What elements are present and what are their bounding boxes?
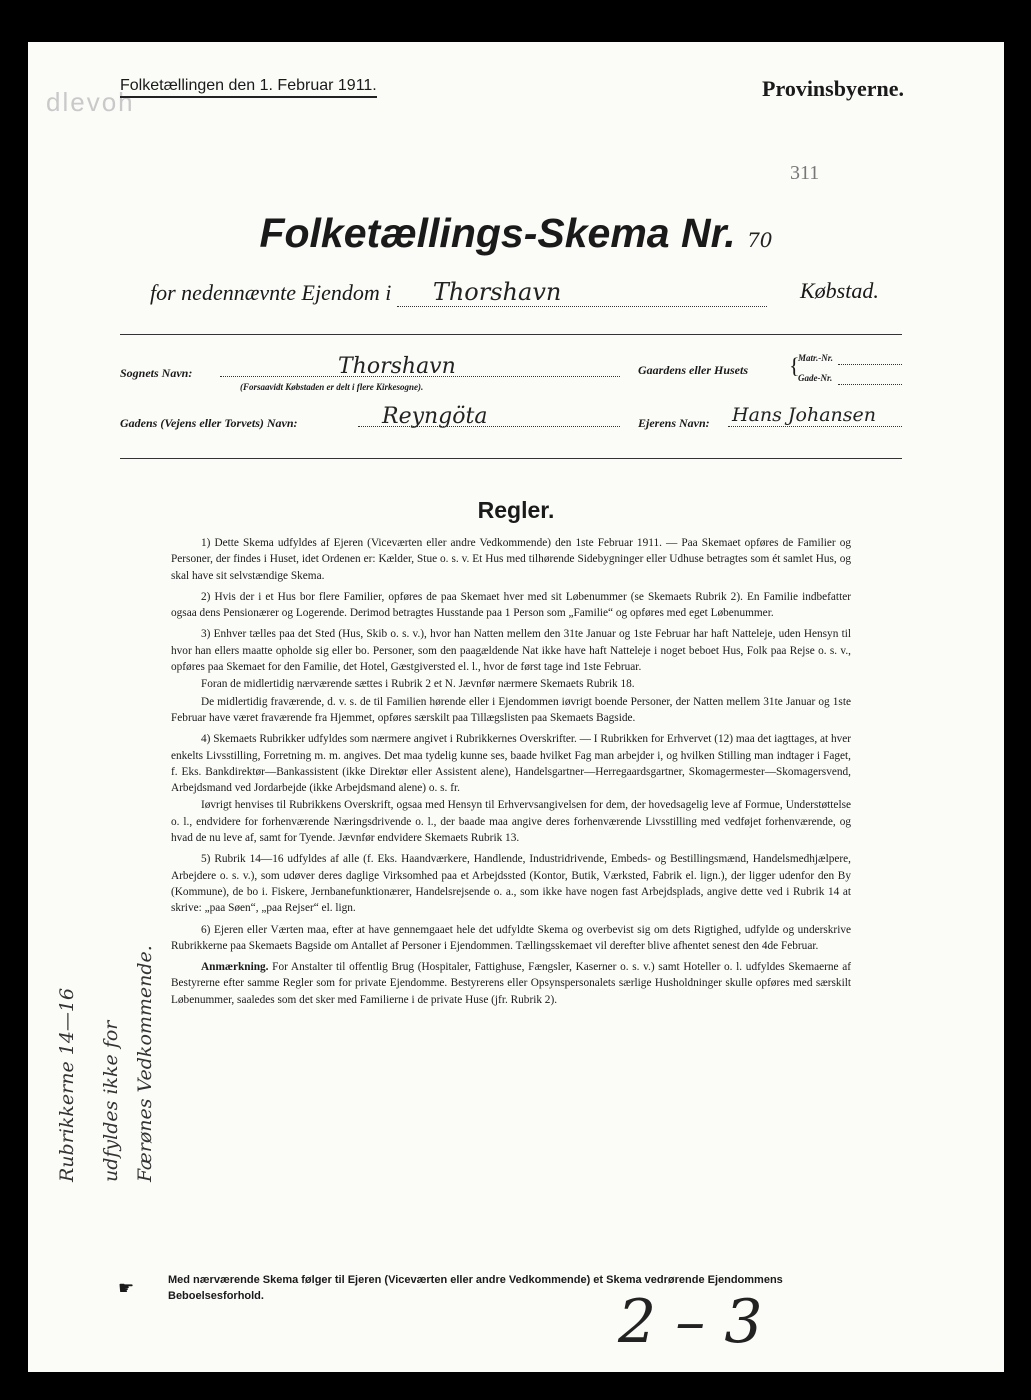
rule-1: 1) Dette Skema udfyldes af Ejeren (Viceværten eller andre Vedkommende) den 1ste Februar 1911. — Paa Skemaet opføres de Familier og Personer, der findes i Huset, idet Ordenen er: Kælder, Stue o. s. v. Et Hus med tilhørende Sidebygninger eller Udhuse betragtes som ét samlet Hus, og skal have sit selvstændige Skema. [171,537,851,582]
census-date-header: Folketællingen den 1. Februar 1911. [120,77,377,98]
handwritten-count: 2 – 3 [618,1287,763,1357]
schema-number-handwritten: 70 [747,228,773,252]
rule-3-cont-1: Foran de midlertidig nærværende sættes i Rubrik 2 et N. Jævnfør nærmere Skemaets Rubrik 18. [201,678,635,691]
rules-body [171,535,851,1013]
form-title [28,210,1004,257]
parish-note: (Forsaavidt Købstaden er delt i flere Kirkesogne). [240,382,424,392]
owner-label: Ejerens Navn: [638,416,710,430]
rule-3: 3) Enhver tælles paa det Sted (Hus, Skib o. s. v.), hvor han Natten mellem den 31te Januar og 1ste Februar har haft Natteleje, uden Hensyn til hvor han ellers maatte opholde sig eller bo. Personer, som den paagældende Nat ikke have haft Natteleje i noget beboet Hus, Folk paa Rejse o. s. v., opføres paa Skemaet for den Familie, det Hotel, Gæstgiversted el. l., hvor de først tage ind 1ste Februar. [171,628,851,674]
farm-house-label: Gaardens eller Husets [638,363,749,377]
street-label: Gadens (Vejens eller Torvets) Navn: [120,416,298,430]
parish-label: Sognets Navn: [120,366,193,380]
region-header: Provinsbyerne. [762,76,904,101]
town-field [397,278,767,307]
rules-heading: Regler. [477,497,555,523]
remark-text: For Anstalter til offentlig Brug (Hospitaler, Fattighuse, Fængsler, Kaserner o. s. v.) samt Hoteller o. l. udfyldes Skemaerne af Bestyrerne efter samme Regler som for private Ejendomme. Bestyrerens eller Opsynspersonalets særlige Husholdninger skulle opføres med særskilt Løbenummer, saaledes som det sker med Familierne i de private Huse (jfr. Rubrik 2). [171,961,852,1006]
rule-5: 5) Rubrik 14—16 udfyldes af alle (f. Eks. Haandværkere, Handlende, Industridrivende, Embeds- og Bestillingsmænd, Handelsmedhjælpere, Arbejdere o. s. v.), som udøver deres daglige Virksomhed paa et Arbejdssted (Kontor, Butik, Værksted, Fabrik el. lign.), der ligger udenfor den By (Kommune), de bo i. Fiskere, Jernbanefunktionærer, Handelsrejsende o. a., som ikke have nogen fast Arbejdsplads, angive dette ved i Rubrik 14 at skrive: „paa Søen“, „paa Rejser“ el. lign. [171,853,851,915]
parish-value: Thorshavn [338,354,456,379]
parish-field [220,354,620,377]
side-note-3: Færønes Vedkommende. [134,945,156,1182]
pointing-hand-icon: ☛ [118,1278,135,1298]
gade-field [838,372,902,385]
form-stamp-number: 311 [790,162,820,184]
census-form-page [28,42,1004,1372]
rule-4-cont: Iøvrigt henvises til Rubrikkens Overskrift, ogsaa med Hensyn til Erhvervsangivelsen for dem, der hovedsagelig leve af Formue, Understøttelse o. l., endvidere for forhenværende Næringsdrivende o. l., der baade maa angive deres forhenværende Livsstilling med vedføjet forhenværende, og hvad de nu leve af, samt for Tyende. Jævnfør endvidere Skemaets Rubrik 13. [171,799,851,845]
gade-label: Gade-Nr. [798,373,833,383]
rule-2: 2) Hvis der i et Hus bor flere Familier, opføres de paa Skemaet hver med sit Løbenummer (se Skemaets Rubrik 2). En Familie indbefatter ogsaa dens Pensionærer og Logerende. Derimod betragtes Husstande paa 1 Person som „Familie“ og opføres med eget Løbenummer. [171,590,851,620]
brace: { [789,353,800,378]
matr-label: Matr.-Nr. [798,353,834,363]
property-label: for nedennævnte Ejendom i [150,280,392,305]
property-line [150,278,767,307]
owner-field [728,404,902,427]
remark [171,959,851,1008]
side-note-2: udfyldes ikke for [100,1020,122,1182]
remark-label: Anmærkning. [201,961,269,974]
town-value: Thorshavn [432,278,562,306]
bleed-through-text: dlevoh [46,87,135,117]
owner-value: Hans Johansen [732,404,877,426]
side-note-1: Rubrikkerne 14—16 [56,987,78,1182]
street-field [358,404,620,427]
matr-field [838,352,902,365]
rule-3-cont-2: De midlertidig fraværende, d. v. s. de til Familien hørende eller i Ejendommen iøvrigt boende Personer, der Natten mellem 31te Januar og 1ste Februar have været fraværende fra Hjemmet, opføres særskilt paa Tillægslisten paa Skemaets Bagside. [171,695,851,724]
street-value: Reyngöta [382,404,488,429]
rule-6: 6) Ejeren eller Værten maa, efter at have gennemgaaet hele det udfyldte Skema og overbevist sig om dets Rigtighed, udfylde og underskrive Rubrikkerne paa Skemaets Bagside om Antallet af Personer i Ejendommen. Tællingsskemaet vil derefter blive afhentet senest den 4de Februar. [171,923,851,952]
rule-4: 4) Skemaets Rubrikker udfyldes som nærmere angivet i Rubrikkernes Overskrifter. — I Rubrikken for Erhvervet (12) maa det iagttages, at hver enkelts Livsstilling, Forretning m. m. angives. Det maa tydelig kunne ses, baade hvilket Fag man arbejder i, og hvilken Stilling man indtager i Faget, f. Eks. Bankdirektør—Bankassistent (ikke Direktør eller Assistent alene), Handelsgartner—Herregaardsgartner, Skomagermester—Skomagersvend, Arbejdsmand ved Jordarbejde (ikke Arbejdsmand alene) o. s. fr. [171,733,852,795]
divider-top [120,334,902,335]
form-title-text: Folketællings-Skema Nr. [259,210,736,256]
kobstad-label: Købstad. [800,278,879,303]
divider-mid [120,458,902,459]
bottom-note: Med nærværende Skema følger til Ejeren (Viceværten eller andre Vedkommende) et Skema vedrørende Ejendommens Beboelsesforhold. [168,1274,783,1302]
